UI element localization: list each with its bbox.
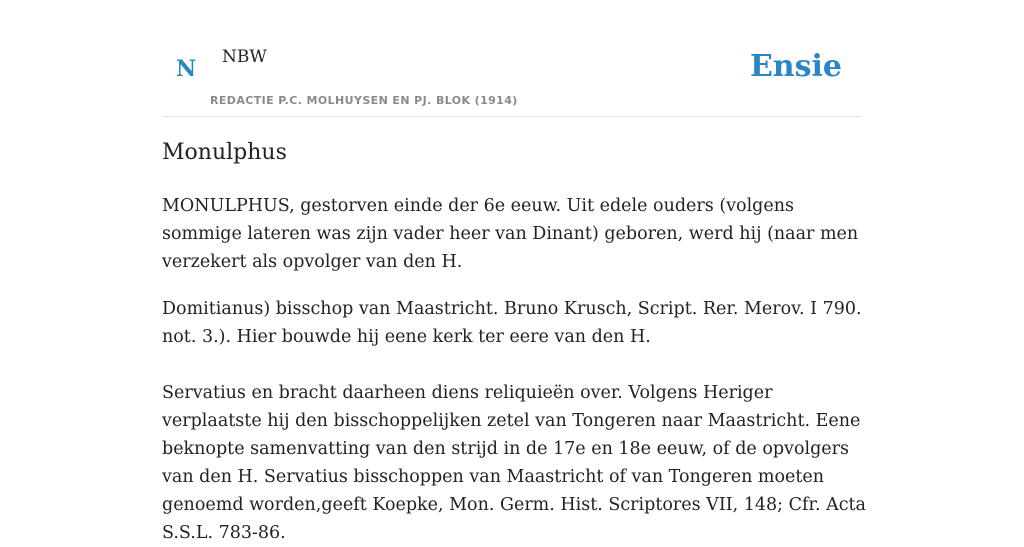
article-body	[162, 192, 868, 547]
source-editors: REDACTIE P.C. MOLHUYSEN EN PJ. BLOK (1914)	[210, 94, 518, 107]
article-paragraph-1: MONULPHUS, gestorven einde der 6e eeuw. Uit edele ouders (volgens sommige lateren was zijn vader heer van Dinant) geboren, werd hij (naar men verzekert als opvolger van den H.	[162, 196, 859, 272]
article-paragraph-2: Domitianus) bisschop van Maastricht. Bruno Krusch, Script. Rer. Merov. I 790. not. 3.). Hier bouwde hij eene kerk ter eere van den H.	[162, 299, 862, 347]
page-title: Monulphus	[162, 140, 287, 165]
header	[162, 0, 862, 117]
ensie-logo[interactable]: Ensie	[749, 49, 842, 84]
nbw-logo-icon[interactable]: N	[176, 56, 197, 82]
article-paragraph-3: Servatius en bracht daarheen diens reliquieën over. Volgens Heriger verplaatste hij den bisschoppelijken zetel van Tongeren naar Maastricht. Eene beknopte samenvatting van den strijd in de 17e en 18e eeuw, of de opvolgers van den H. Servatius bisschoppen van Maastricht of van Tongeren moeten genoemd worden,geeft Koepke, Mon. Germ. Hist. Scriptores VII, 148; Cfr. Acta S.S.L. 783-86.	[162, 383, 866, 543]
source-name[interactable]: NBW	[222, 47, 267, 67]
